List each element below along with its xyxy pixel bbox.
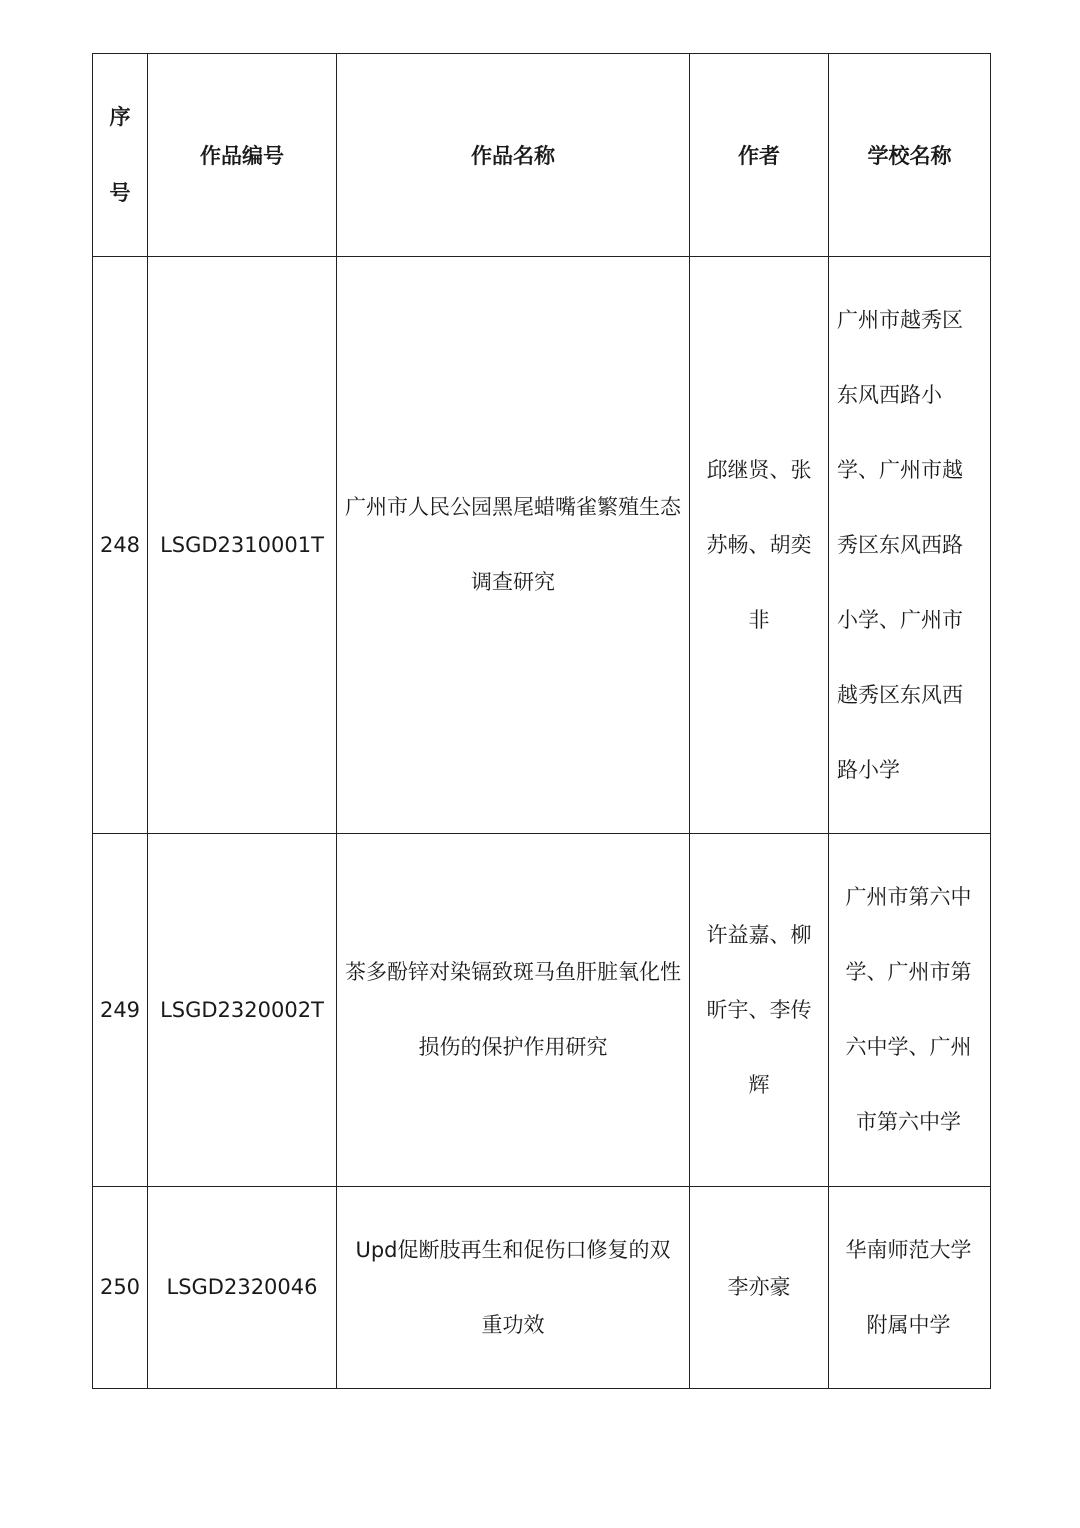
header-school: [829, 54, 991, 257]
header-code: [148, 54, 337, 257]
header-title: [337, 54, 690, 257]
seq-value: 250: [99, 1275, 141, 1299]
cell-seq: [93, 257, 148, 834]
header-seq: [93, 54, 148, 257]
cell-title: [337, 1187, 690, 1389]
cell-author: [690, 257, 829, 834]
school-value: 广州市越秀区东风西路小学、广州市越秀区东风西路小学、广州市越秀区东风西路小学: [837, 307, 963, 782]
author-value: 许益嘉、柳昕宇、李传辉: [706, 922, 812, 1097]
cell-title: [337, 257, 690, 834]
awards-table: [92, 53, 991, 1389]
code-value: LSGD2320002T: [160, 997, 324, 1022]
cell-school: [829, 1187, 991, 1389]
code-value: LSGD2320046: [166, 1275, 318, 1299]
cell-title: [337, 834, 690, 1187]
cell-code: [148, 834, 337, 1187]
cell-code: [148, 1187, 337, 1389]
cell-seq: [93, 834, 148, 1187]
school-value: 华南师范大学附属中学: [845, 1237, 972, 1337]
table-row: [93, 1187, 991, 1389]
header-school-label: 学校名称: [867, 144, 952, 168]
school-value: 广州市第六中学、广州市第六中学、广州市第六中学: [845, 885, 972, 1134]
cell-author: [690, 1187, 829, 1389]
header-seq-label: 序号: [109, 105, 131, 205]
title-value: 茶多酚锌对染镉致斑马鱼肝脏氧化性损伤的保护作用研究: [345, 960, 681, 1059]
header-title-label: 作品名称: [471, 144, 555, 168]
cell-author: [690, 834, 829, 1187]
author-value: 邱继贤、张苏畅、胡奕非: [706, 457, 812, 632]
table-row: [93, 257, 991, 834]
title-value: 广州市人民公园黑尾蜡嘴雀繁殖生态调查研究: [345, 495, 681, 594]
table-header-row: [93, 54, 991, 257]
code-value: LSGD2310001T: [160, 532, 324, 557]
header-author-label: 作者: [738, 144, 780, 168]
cell-seq: [93, 1187, 148, 1389]
cell-school: [829, 834, 991, 1187]
author-value: 李亦豪: [727, 1275, 791, 1299]
seq-value: 248: [99, 532, 141, 557]
table-row: [93, 834, 991, 1187]
seq-value: 249: [99, 997, 141, 1022]
cell-school: [829, 257, 991, 834]
cell-code: [148, 257, 337, 834]
header-code-label: 作品编号: [200, 144, 284, 168]
header-author: [690, 54, 829, 257]
title-value: Upd促断肢再生和促伤口修复的双重功效: [355, 1237, 671, 1337]
